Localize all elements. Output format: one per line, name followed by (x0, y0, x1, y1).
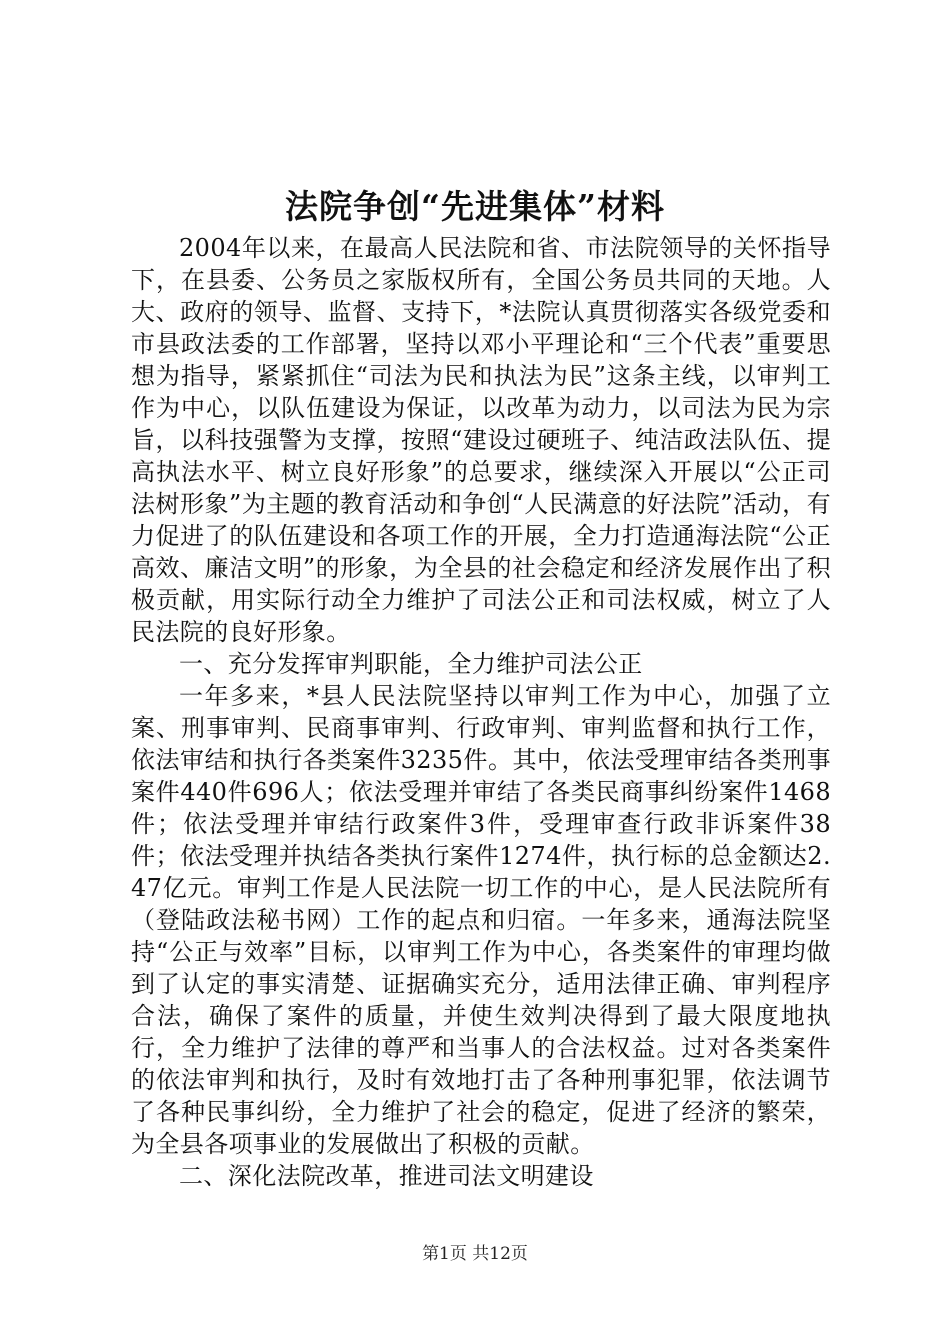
document-title: 法院争创“先进集体”材料 (285, 187, 665, 226)
paragraph-trial-work: 一年多来，*县人民法院坚持以审判工作为中心，加强了立案、刑事审判、民商事审判、行政审判、审判监督和执行工作，依法审结和执行各类案件3235件。其中，依法受理审结各类刑事案件440件696人；依法受理并审结了各类民商事纠纷案件1468件；依法受理并审结行政案件3件，受理审查行政非诉案件38件；依法受理并执结各类执行案件1274件，执行标的总金额达2.47亿元。审判工作是人民法院一切工作的中心，是人民法院所有（登陆政法秘书网）工作的起点和归宿。一年多来，通海法院坚持“公正与效率”目标，以审判工作为中心，各类案件的审理均做到了认定的事实清楚、证据确实充分，适用法律正确、审判程序合法，确保了案件的质量，并使生效判决得到了最大限度地执行，全力维护了法律的尊严和当事人的合法权益。过对各类案件的依法审判和执行，及时有效地打击了各种刑事犯罪，依法调节了各种民事纠纷，全力维护了社会的稳定，促进了经济的繁荣，为全县各项事业的发展做出了积极的贡献。 (131, 682, 831, 1158)
document-body (131, 232, 831, 1192)
page-number-footer: 第1页 共12页 (422, 1244, 528, 1264)
section-heading-1: 一、充分发挥审判职能，全力维护司法公正 (179, 650, 643, 678)
paragraph-intro: 2004年以来，在最高人民法院和省、市法院领导的关怀指导下，在县委、公务员之家版权所有，全国公务员共同的天地。人大、政府的领导、监督、支持下，*法院认真贯彻落实各级党委和市县政法委的工作部署，坚持以邓小平理论和“三个代表”重要思想为指导，紧紧抓住“司法为民和执法为民”这条主线，以审判工作为中心，以队伍建设为保证，以改革为动力，以司法为民为宗旨，以科技强警为支撑，按照“建设过硬班子、纯洁政法队伍、提高执法水平、树立良好形象”的总要求，继续深入开展以“公正司法树形象”为主题的教育活动和争创“人民满意的好法院”活动，有力促进了的队伍建设和各项工作的开展，全力打造通海法院“公正高效、廉洁文明”的形象，为全县的社会稳定和经济发展作出了积极贡献，用实际行动全力维护了司法公正和司法权威，树立了人民法院的良好形象。 (131, 234, 831, 646)
section-heading-2: 二、深化法院改革，推进司法文明建设 (179, 1162, 594, 1190)
